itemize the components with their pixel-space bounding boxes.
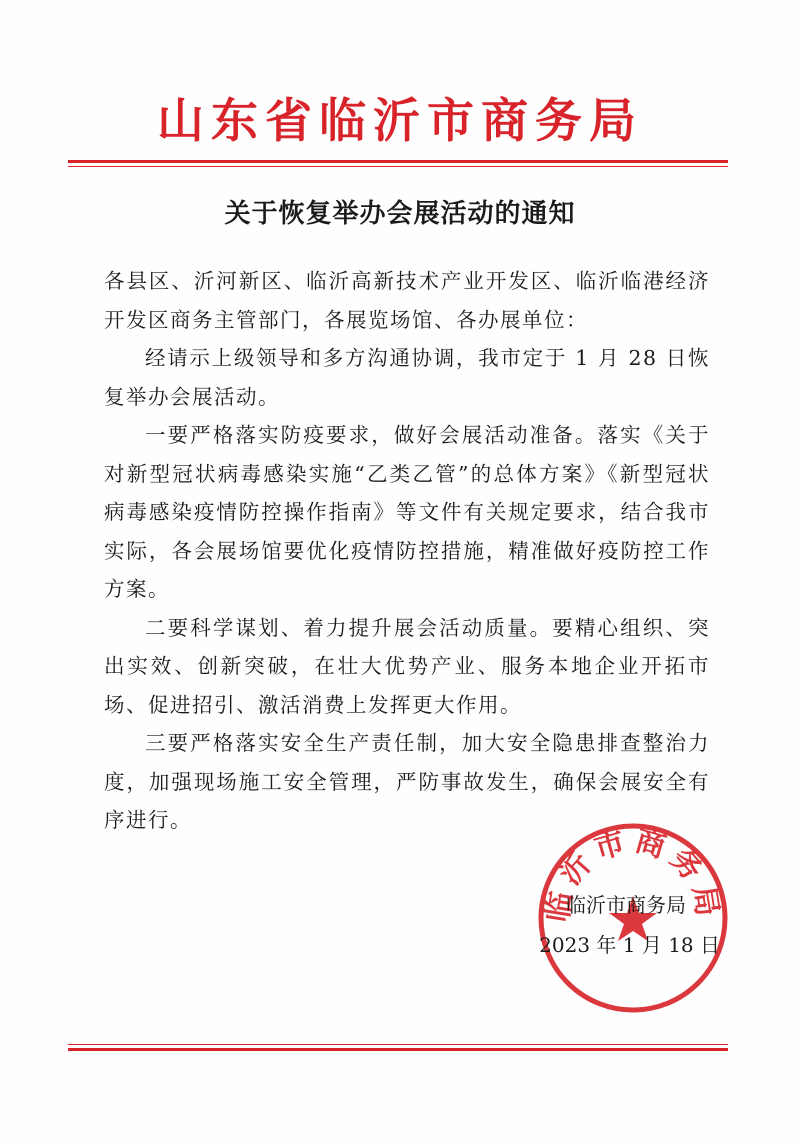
paragraph-2: 一要严格落实防疫要求，做好会展活动准备。落实《关于对新型冠状病毒感染实施“乙类乙管”的总体方案》《新型冠状病毒感染疫情防控操作指南》等文件有关规定要求，结合我市实际，各会展场馆要优化疫情防控措施，精准做好疫防控工作方案。 [104,423,710,601]
signature-organization: 临沂市商务局 [566,893,686,917]
addressee: 各县区、沂河新区、临沂高新技术产业开发区、临沂临港经济开发区商务主管部门，各展览场馆、各办展单位： [104,269,710,332]
footer-rule-thick [68,1048,728,1051]
organization-header: 山东省临沂市商务局 [157,94,643,149]
signature-date: 2023 年 1 月 18 日 [539,933,720,957]
paragraph-3: 二要科学谋划、着力提升展会活动质量。要精心组织、突出实效、创新突破，在壮大优势产业、服务本地企业开拓市场、促进招引、激活消费上发挥更大作用。 [104,615,710,717]
paragraph-4: 三要严格落实安全生产责任制，加大安全隐患排查整治力度，加强现场施工安全管理，严防事故发生，确保会展安全有序进行。 [104,731,710,832]
paragraph-1: 经请示上级领导和多方沟通协调，我市定于 1 月 28 日恢复举办会展活动。 [104,346,710,409]
document-title: 关于恢复举办会展活动的通知 [224,199,576,229]
header-rule-thin [68,166,728,167]
document-body [104,262,710,840]
footer-rule-thin [68,1044,728,1045]
header-rule-thick [68,160,728,163]
signature-block [500,885,720,965]
svg-text:临沂市商务局: 临沂市商务局 [540,823,726,925]
